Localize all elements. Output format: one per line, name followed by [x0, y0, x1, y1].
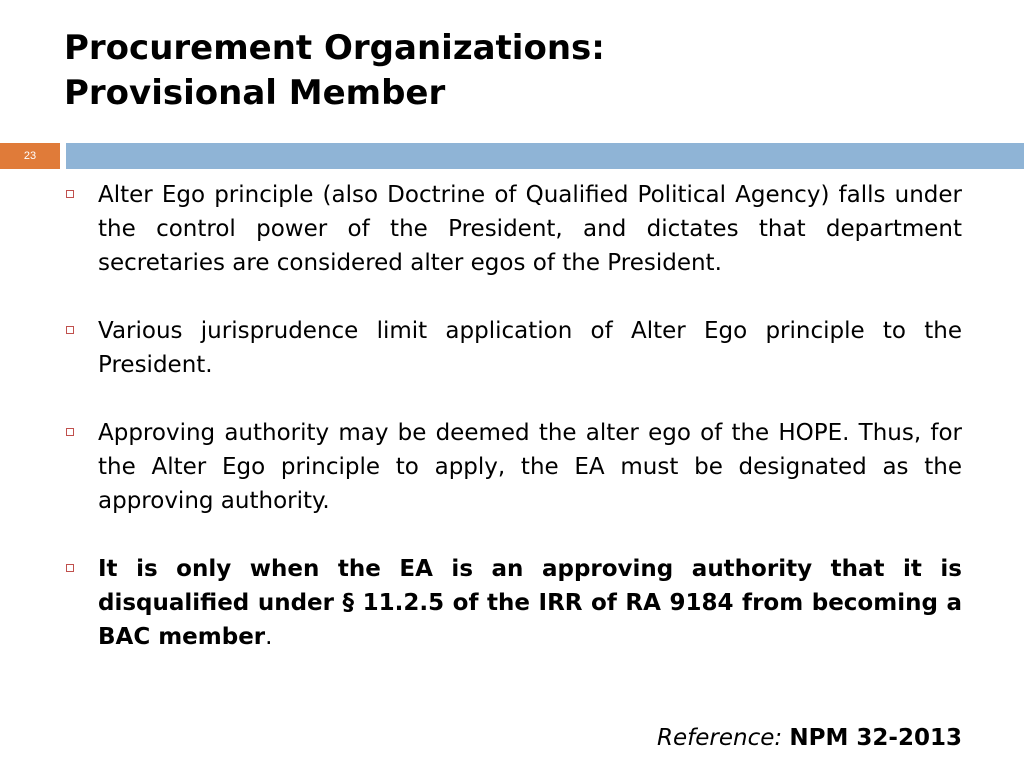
bullet-item-alter-ego-principle — [62, 178, 962, 280]
bullet-text: Approving authority may be deemed the alter ego of the HOPE. Thus, for the Alter Ego principle to apply, the EA must be designated as the approving authority. — [98, 420, 962, 514]
bullet-text-container — [98, 552, 962, 654]
square-bullet-icon — [66, 326, 74, 334]
accent-bar — [66, 143, 1024, 169]
reference-line — [657, 721, 962, 755]
reference-label: Reference: — [657, 725, 783, 751]
square-bullet-icon — [66, 190, 74, 198]
reference-value: NPM 32-2013 — [789, 725, 962, 751]
slide-title-line-2: Provisional Member — [64, 73, 446, 113]
bullet-item-jurisprudence — [62, 314, 962, 382]
slide-title-line-1: Procurement Organizations: — [64, 28, 605, 68]
square-bullet-icon — [66, 564, 74, 572]
bullet-text: Alter Ego principle (also Doctrine of Qualified Political Agency) falls under the control power of the President, and dictates that department secretaries are considered alter egos of the President. — [98, 182, 962, 276]
bullet-list — [62, 178, 962, 688]
bullet-item-approving-authority — [62, 416, 962, 518]
bullet-text-period: . — [265, 624, 273, 650]
slide-number: 23 — [0, 143, 60, 169]
bullet-text-bold: It is only when the EA is an approving authority that it is disqualified under § 11.2.5 of the IRR of RA 9184 from becoming a BAC member — [98, 556, 962, 650]
bullet-item-ea-disqualified — [62, 552, 962, 654]
square-bullet-icon — [66, 428, 74, 436]
bullet-text: Various jurisprudence limit application of Alter Ego principle to the President. — [98, 318, 962, 378]
slide-title — [64, 26, 964, 116]
